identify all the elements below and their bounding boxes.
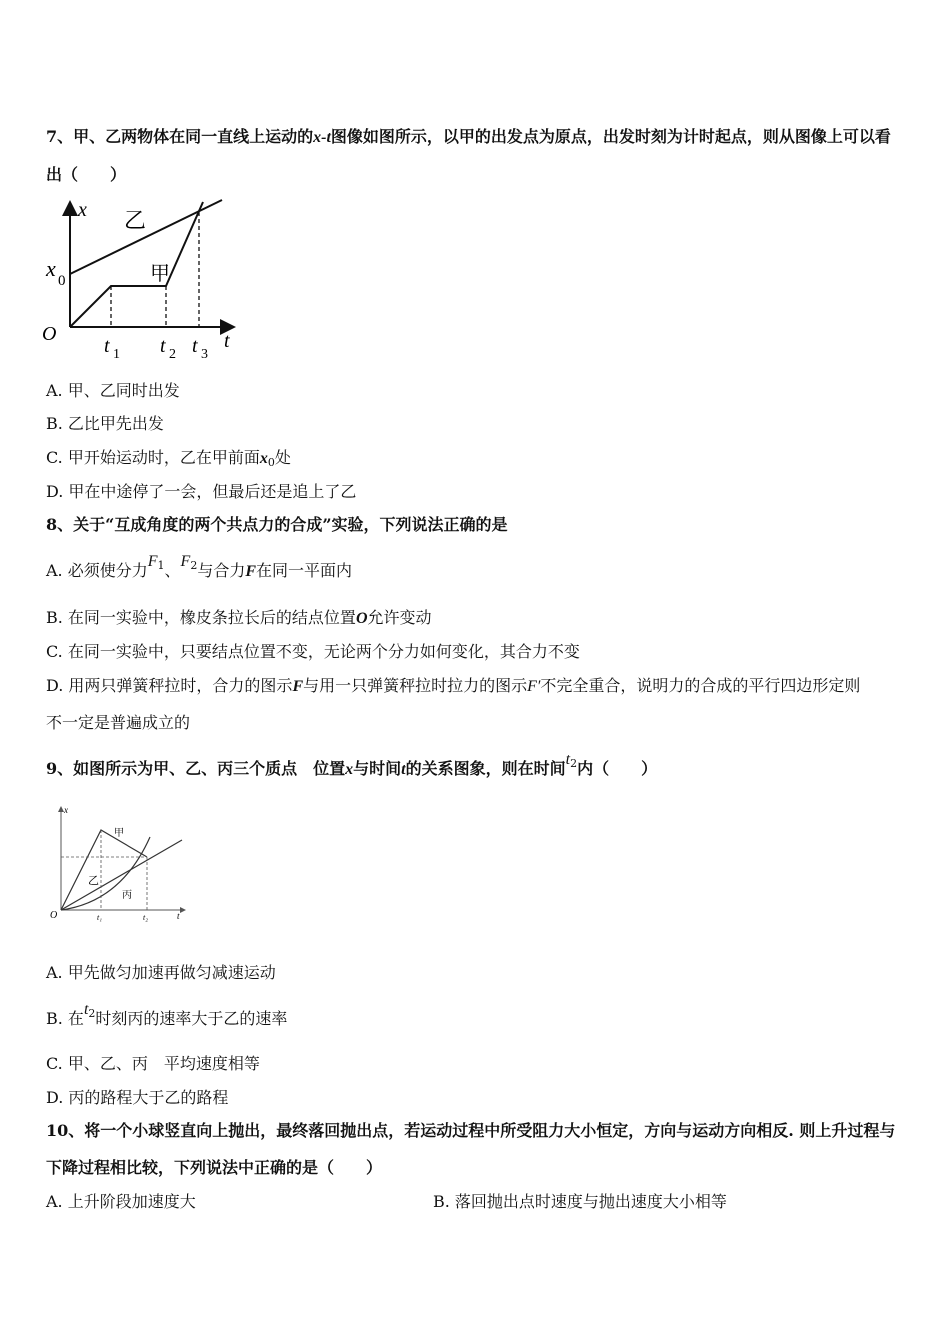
q8-option-d-line2: 不一定是普遍成立的 <box>46 713 191 732</box>
q7-stem-line1: 7、甲、乙两物体在同一直线上运动的x-t图像如图所示，以甲的出发点为原点，出发时刻为计时起点，则从图像上可以看 <box>46 127 891 146</box>
svg-text:0: 0 <box>58 273 66 289</box>
q7-stem-line2: 出（ ） <box>46 165 127 184</box>
svg-text:乙: 乙 <box>88 875 99 887</box>
q7-x-label: x <box>78 199 87 221</box>
q10-option-a[interactable]: A. 上升阶段加速度大 <box>46 1192 196 1211</box>
q9-option-a[interactable]: A. 甲先做匀加速再做匀减速运动 <box>46 963 276 982</box>
svg-text:甲: 甲 <box>114 828 124 839</box>
q7-t2-label: t <box>160 335 166 357</box>
q7-t1-label: t <box>104 335 110 357</box>
q7-xt-graph <box>40 192 240 364</box>
q7-option-b[interactable]: B. 乙比甲先出发 <box>46 414 164 433</box>
svg-text:O: O <box>50 910 58 921</box>
q10-stem-line1: 10、将一个小球竖直向上抛出，最终落回抛出点，若运动过程中所受阻力大小恒定，方向与运动方向相反. 则上升过程与 <box>46 1121 896 1140</box>
svg-text:x: x <box>64 805 68 815</box>
svg-text:t₁: t₁ <box>97 913 103 922</box>
svg-text:3: 3 <box>201 347 208 362</box>
q9-option-d[interactable]: D. 丙的路程大于乙的路程 <box>46 1088 229 1107</box>
q9-bing-curve <box>61 837 150 910</box>
q7-option-c[interactable]: C. 甲开始运动时，乙在甲前面$x_0$处 <box>46 448 291 469</box>
q7-x0-label: x <box>46 256 56 281</box>
q8-stem: 8、关于“互成角度的两个共点力的合成”实验，下列说法正确的是 <box>46 515 508 534</box>
q8-option-a[interactable]: A. 必须使分力$F^1$、$F^2$与合力F在同一平面内 <box>46 553 353 580</box>
q7-t3-label: t <box>192 335 198 357</box>
q7-origin-label: O <box>42 323 57 345</box>
svg-text:丙: 丙 <box>122 890 132 901</box>
q9-stem: 9、如图所示为甲、乙、丙三个质点 位置x与时间t的关系图象，则在时间$t^2$内（ ） <box>46 751 658 778</box>
svg-text:t₂: t₂ <box>143 913 149 922</box>
q9-option-c[interactable]: C. 甲、乙、丙 平均速度相等 <box>46 1054 260 1073</box>
svg-text:t: t <box>177 911 180 921</box>
q7-t-label: t <box>224 330 230 352</box>
q9-jia-line <box>61 830 147 910</box>
q7-jia-label: 甲 <box>150 263 170 285</box>
q10-stem-line2: 下降过程相比较，下列说法中正确的是（ ） <box>46 1158 383 1177</box>
q8-option-b[interactable]: B. 在同一实验中，橡皮条拉长后的结点位置O允许变动 <box>46 608 432 627</box>
q10-option-b[interactable]: B. 落回抛出点时速度与抛出速度大小相等 <box>433 1192 727 1211</box>
q9-xt-graph <box>46 802 191 924</box>
q7-yi-label: 乙 <box>124 208 147 233</box>
svg-text:2: 2 <box>169 347 176 362</box>
q7-option-d[interactable]: D. 甲在中途停了一会，但最后还是追上了乙 <box>46 482 357 501</box>
q8-option-c[interactable]: C. 在同一实验中，只要结点位置不变，无论两个分力如何变化，其合力不变 <box>46 642 580 661</box>
q8-option-d[interactable]: D. 用两只弹簧秤拉时，合力的图示F与用一只弹簧秤拉时拉力的图示F′不完全重合，说明力的合成的平行四边形定则 <box>46 676 861 695</box>
q7-option-a[interactable]: A. 甲、乙同时出发 <box>46 381 180 400</box>
q9-option-b[interactable]: B. 在$t^2$时刻丙的速率大于乙的速率 <box>46 1001 288 1028</box>
svg-text:1: 1 <box>113 347 120 362</box>
